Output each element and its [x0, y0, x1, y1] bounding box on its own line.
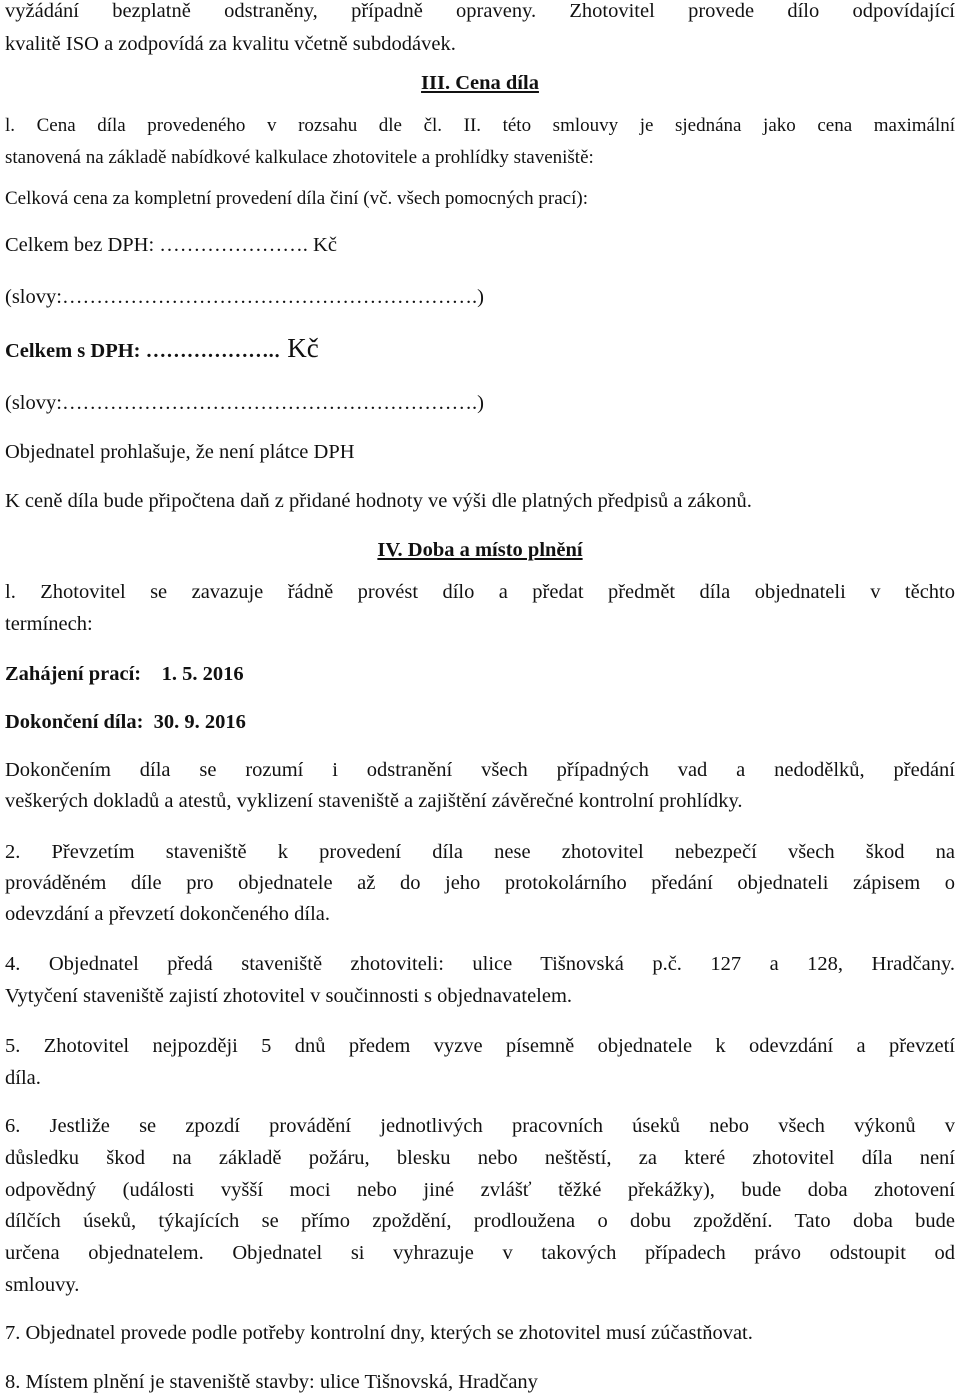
- price-in-words-1: (slovy:…………………………………………………….): [5, 286, 484, 308]
- text-line: Dokončením díla se rozumí i odstranění všech případných vad a nedodělků, předání: [5, 759, 955, 781]
- price-with-vat-unit: . Kč: [273, 333, 319, 363]
- text-line: smlouvy.: [5, 1274, 80, 1296]
- text-line: 5. Zhotovitel nejpozději 5 dnů předem vyzve písemně objednatele k odevzdání a převzetí: [5, 1035, 955, 1057]
- text-line: důsledku škod na základě požáru, blesku nebo neštěstí, za které zhotovitel díla není: [5, 1147, 955, 1169]
- price-with-vat: [5, 333, 319, 363]
- text-line: 4. Objednatel předá staveniště zhotoviteli: ulice Tišnovská p.č. 127 a 128, Hradčany.: [5, 953, 955, 975]
- text-line: 2. Převzetím staveniště k provedení díla nese zhotovitel nebezpečí všech škod na: [5, 841, 955, 863]
- text-line: odpovědný (události vyšší moci nebo jiné zvlášť těžké překážky), bude doba zhotovení: [5, 1179, 955, 1201]
- text-line: kvalitě ISO a zodpovídá za kvalitu včetně subdodávek.: [5, 33, 456, 55]
- text-line: prováděném díle pro objednatele až do jeho protokolárního předání objednateli zápisem o: [5, 872, 955, 894]
- text-line: l. Cena díla provedeného v rozsahu dle čl. II. této smlouvy je sjednána jako cena maximální: [5, 115, 955, 136]
- section-heading-time-place: IV. Doba a místo plnění: [377, 539, 583, 561]
- price-with-vat-label: Celkem s DPH:: [5, 340, 141, 362]
- text-line: 7. Objednatel provede podle potřeby kontrolní dny, kterých se zhotovitel musí zúčastňovat.: [5, 1322, 753, 1344]
- price-without-vat-value: …………………. Kč: [159, 234, 337, 256]
- text-line: l. Zhotovitel se zavazuje řádně provést dílo a předat předmět díla objednateli v těchto: [5, 581, 955, 603]
- text-line: vyžádání bezplatně odstraněny, případně opraveny. Zhotovitel provede dílo odpovídající: [5, 0, 955, 22]
- text-line: 6. Jestliže se zpozdí provádění jednotlivých pracovních úseků nebo všech výkonů v: [5, 1115, 955, 1137]
- text-line: díla.: [5, 1067, 41, 1089]
- price-without-vat-label: Celkem bez DPH:: [5, 234, 155, 256]
- text-line: dílčích úseků, týkajících se přímo zpoždění, prodloužena o dobu zpoždění. Tato doba bude: [5, 1210, 955, 1232]
- text-line: Vytyčení staveniště zajistí zhotovitel v součinnosti s objednavatelem.: [5, 985, 573, 1007]
- end-date: Dokončení díla: 30. 9. 2016: [5, 711, 246, 733]
- text-line: termínech:: [5, 613, 93, 635]
- text-line: odevzdání a převzetí dokončeného díla.: [5, 903, 331, 925]
- start-date: Zahájení prací: 1. 5. 2016: [5, 663, 244, 685]
- vat-statement: Objednatel prohlašuje, že není plátce DPH: [5, 441, 355, 463]
- text-line: 8. Místem plnění je staveniště stavby: ulice Tišnovská, Hradčany: [5, 1371, 538, 1393]
- section-heading-price: III. Cena díla: [421, 72, 539, 94]
- text-line: veškerých dokladů a atestů, vyklizení staveniště a zajištění závěrečné kontrolní prohlídky.: [5, 790, 743, 812]
- text-line: Celková cena za kompletní provedení díla činí (vč. všech pomocných prací):: [5, 188, 588, 209]
- price-with-vat-dots: ……………….: [145, 340, 274, 362]
- price-in-words-2: (slovy:…………………………………………………….): [5, 392, 484, 414]
- price-without-vat: [5, 233, 337, 257]
- text-line: K ceně díla bude připočtena daň z přidané hodnoty ve výši dle platných předpisů a zákonů.: [5, 490, 752, 512]
- text-line: určena objednatelem. Objednatel si vyhrazuje v takových případech právo odstoupit od: [5, 1242, 955, 1264]
- text-line: stanovená na základě nabídkové kalkulace zhotovitele a prohlídky staveniště:: [5, 147, 594, 168]
